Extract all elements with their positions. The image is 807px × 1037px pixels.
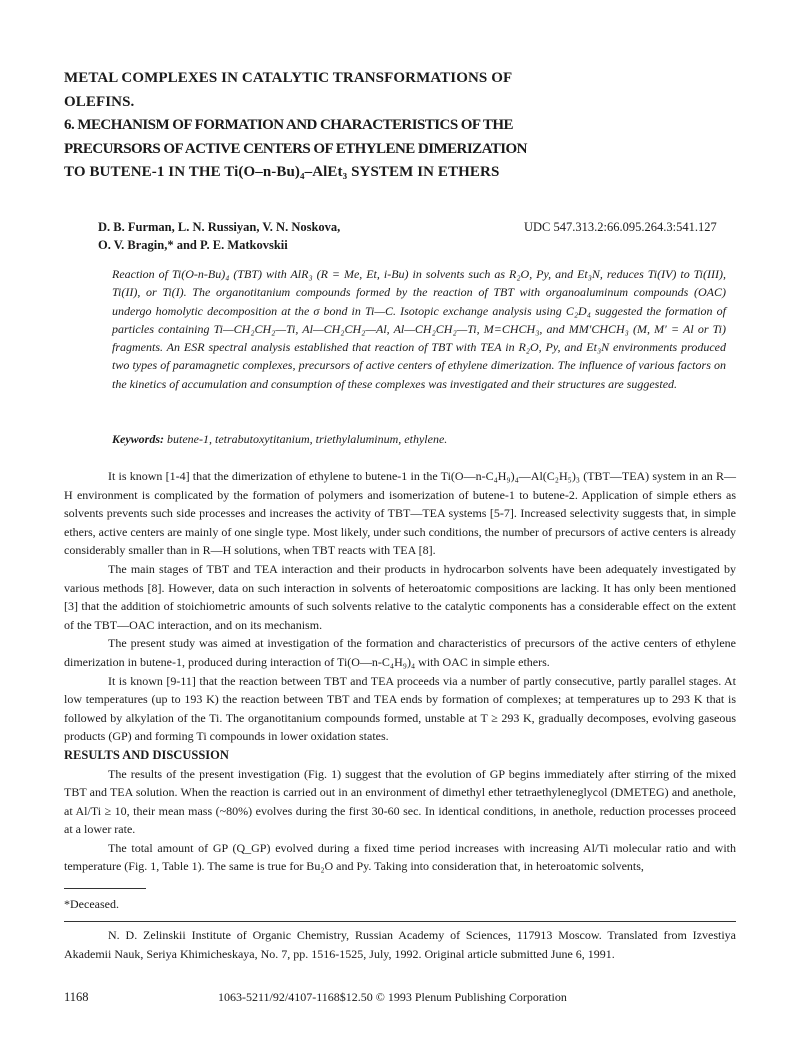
affiliation-divider bbox=[64, 921, 736, 922]
article-title bbox=[64, 67, 704, 185]
body-paragraph: The results of the present investigation (Fig. 1) suggest that the evolution of GP begins immediately after stirring of the mixed TBT and TEA solution. When the reaction is carried out in an environment of dimethyl ether tetraethyleneglycol (DMETEG) and anethole, at Al/Ti ≥ 10, their mean mass (~80%) evolves during the first 30-60 sec. In identical conditions, in anethole, reduction processes proceed at a lower rate. bbox=[64, 766, 736, 837]
udc-code: UDC 547.313.2:66.095.264.3:541.127 bbox=[524, 220, 717, 234]
footnote-divider bbox=[64, 888, 146, 889]
keywords bbox=[112, 430, 726, 448]
keywords-text: butene-1, tetrabutoxytitanium, triethylaluminum, ethylene. bbox=[164, 432, 448, 446]
body-paragraph: The present study was aimed at investigation of the formation and characteristics of precursors of the active centers of ethylene dimerization in butene-1, produced during interaction of Ti(O—n-C₄H₉)₄ with OAC in simple ethers. bbox=[64, 636, 736, 669]
author-line: D. B. Furman, L. N. Russiyan, V. N. Noskova, bbox=[98, 220, 341, 234]
author-line: O. V. Bragin,* and P. E. Matkovskii bbox=[98, 238, 288, 252]
title-line: METAL COMPLEXES IN CATALYTIC TRANSFORMATIONS OF bbox=[64, 70, 513, 86]
body-paragraph: The total amount of GP (Q_GP) evolved during a fixed time period increases with increasing Al/Ti molecular ratio and with temperature (Fig. 1, Table 1). The same is true for Bu₂O and Py. Taking into consideration that, in heteroatomic solvents, bbox=[64, 840, 736, 874]
article-body bbox=[64, 467, 736, 876]
author-list bbox=[98, 218, 478, 254]
title-line: OLEFINS. bbox=[64, 93, 135, 110]
affiliation-note: N. D. Zelinskii Institute of Organic Chemistry, Russian Academy of Sciences, 117913 Moscow. Translated from Izvestiya Akademii Nauk, Seriya Khimicheskaya, No. 7, pp. 1516-1525, July, 1992. Original article submitted June 6, 1991. bbox=[64, 928, 736, 961]
body-paragraph: The main stages of TBT and TEA interaction and their products in hydrocarbon solvents have been adequately investigated by various methods [8]. However, data on such interaction in solvents of heteroatomic compositions are lacking. It has only been mentioned [3] that the addition of stoichiometric amounts of such solvents relative to the catalytic components has a considerable effect on the extent of the TBT—OAC interaction, and on its mechanism. bbox=[64, 561, 736, 632]
keywords-label: Keywords: bbox=[112, 432, 164, 446]
body-paragraph: It is known [1-4] that the dimerization of ethylene to butene-1 in the Ti(O—n-C₄H₉)₄—Al(C₂H₅)₃ (TBT—TEA) system in an R—H environment is complicated by the formation of polymers and isomerization of butene-1 to butene-2. Application of simple ethers as solvents prevents such side processes and increases the activity of TBT—TEA systems [5-7]. Increased selectivity suggests that, in simple ethers, active centers are mainly of one single type. Most likely, under such conditions, the number of precursors of active centers is already considerably smaller than in R—H solutions, when TBT reacts with TEA [8]. bbox=[64, 469, 736, 558]
title-line: 6. MECHANISM OF FORMATION AND CHARACTERISTICS OF THE bbox=[64, 117, 513, 133]
title-line: PRECURSORS OF ACTIVE CENTERS OF ETHYLENE DIMERIZATION bbox=[64, 140, 527, 157]
page-number: 1168 bbox=[64, 990, 89, 1004]
section-heading: RESULTS AND DISCUSSION bbox=[64, 747, 229, 762]
body-paragraph: It is known [9-11] that the reaction between TBT and TEA proceeds via a number of partly consecutive, partly parallel stages. At low temperatures (up to 193 K) the reaction between TBT and TEA ends by formation of complexes; at temperatures up to 293 K that is followed by alkylation of the Ti. The organotitanium compounds formed, unstable at T ≥ 293 K, gradually decomposes, evolving gaseous products (GP) and forming Ti compounds in lower oxidation states. bbox=[64, 673, 736, 744]
footnote: *Deceased. bbox=[64, 897, 119, 911]
title-line: TO BUTENE-1 IN THE Ti(O–n-Bu)₄–AlEt₃ SYSTEM IN ETHERS bbox=[64, 164, 500, 180]
abstract: Reaction of Ti(O-n-Bu)₄ (TBT) with AlR₃ (R = Me, Et, i-Bu) in solvents such as R₂O, Py, and Et₃N, reduces Ti(IV) to Ti(III), Ti(II), or Ti(I). The organotitanium compounds formed by the reaction of TBT with organoaluminum compounds (OAC) undergo homolytic decomposition at the σ bond in Ti—C. Isotopic exchange analysis using C₂D₄ suggested the formation of particles containing Ti—CH₂CH₂—Ti, Al—CH₂CH₂—Al, Al—CH₂CH₂—Ti, M=CHCH₃, and MM′CHCH₃ (M, M′ = Al or Ti) fragments. An ESR spectral analysis established that reaction of TBT with TEA in R₂O, Py, and Et₃N environments produced two types of paramagnetic complexes, precursors of active centers of ethylene dimerization. The influence of various factors on the kinetics of accumulation and consumption of these complexes was investigated and their structures are suggested. bbox=[112, 267, 726, 391]
copyright-line: 1063-5211/92/4107-1168$12.50 © 1993 Plenum Publishing Corporation bbox=[218, 990, 567, 1004]
